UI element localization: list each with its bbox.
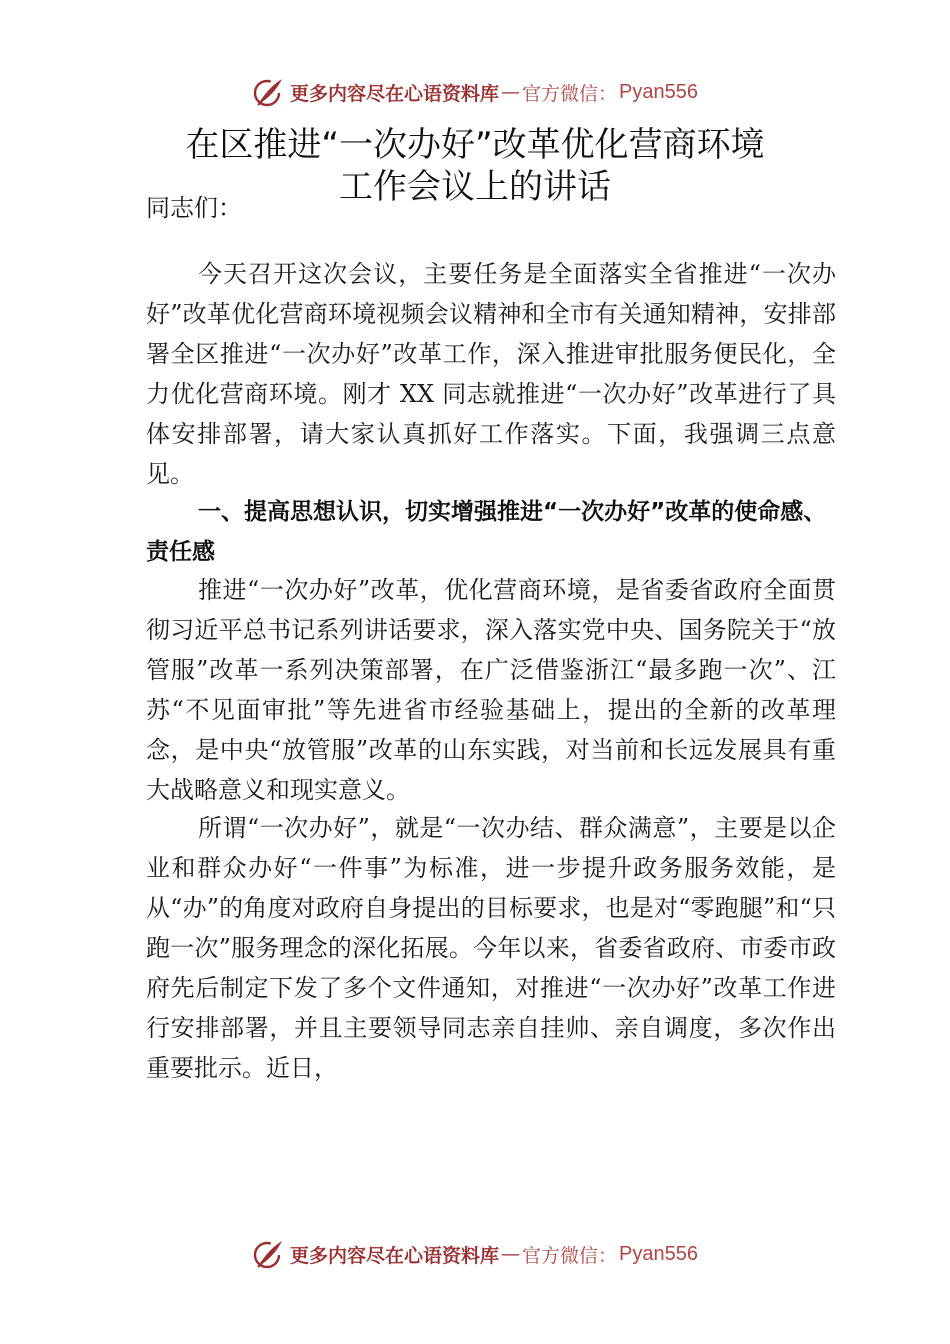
banner-brand: 更多内容尽在心语资料库 <box>290 1244 500 1267</box>
banner-separator: — <box>501 1243 521 1265</box>
banner-wechat-id: Pyan556 <box>619 1242 698 1265</box>
banner-wechat-label: 官方微信： <box>522 82 618 105</box>
section-heading-1: 一、提高思想认识，切实增强推进“一次办好”改革的使命感、责任感 <box>146 499 827 565</box>
quill-logo-icon <box>252 1237 286 1271</box>
paragraph-1: 今天召开这次会议，主要任务是全面落实全省推进“一次办好”改革优化营商环境视频会议精神和全市有关通知精神，安排部署全区推进“一次办好”改革工作，深入推进审批服务便民化，全力优化营商环境。刚才 XX 同志就推进“一次办好”改革进行了具体安排部署，请大家认真抓好工作落实。下面，我强调三点意见。 <box>146 260 836 488</box>
banner-brand: 更多内容尽在心语资料库 <box>290 82 500 105</box>
greeting: 同志们： <box>146 194 242 222</box>
doc-title-line-1: 在区推进“一次办好”改革优化营商环境 <box>185 125 765 165</box>
paragraph-3: 所谓“一次办好”，就是“一次办结、群众满意”，主要是以企业和群众办好“一件事”为标准，进一步提升政务服务效能，是从“办”的角度对政府自身提出的目标要求，也是对“零跑腿”和“只跑一次”服务理念的深化拓展。今年以来，省委省政府、市委市政府先后制定下发了多个文件通知，对推进“一次办好”改革工作进行安排部署，并且主要领导同志亲自挂帅、亲自调度，多次作出重要批示。近日， <box>146 814 836 1082</box>
banner-wechat-label: 官方微信： <box>522 1244 618 1267</box>
paragraph-2: 推进“一次办好”改革，优化营商环境，是省委省政府全面贯彻习近平总书记系列讲话要求，深入落实党中央、国务院关于“放管服”改革一系列决策部署，在广泛借鉴浙江“最多跑一次”、江苏“不见面审批”等先进省市经验基础上，提出的全新的改革理念，是中央“放管服”改革的山东实践，对当前和长远发展具有重大战略意义和现实意义。 <box>146 576 836 804</box>
footer-banner <box>0 1234 950 1274</box>
header-banner <box>0 72 950 112</box>
doc-title-line-2: 工作会议上的讲话 <box>339 167 611 207</box>
quill-logo-icon <box>252 75 286 109</box>
banner-separator: — <box>501 81 521 103</box>
banner-wechat-id: Pyan556 <box>619 80 698 103</box>
